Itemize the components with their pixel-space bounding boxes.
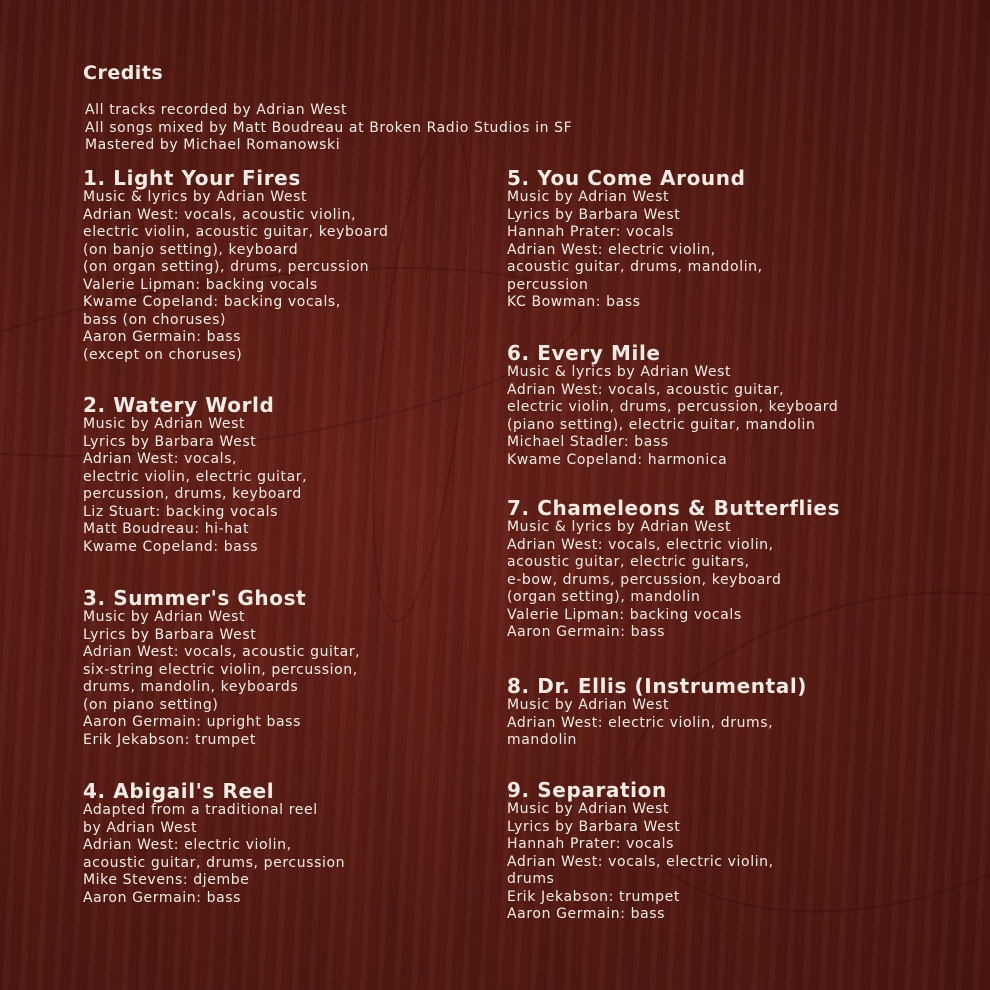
credit-line: Adrian West: electric violin, drums, [507,714,774,731]
credit-line: Kwame Copeland: harmonica [507,451,728,468]
track-title: 4. Abigail's Reel [83,779,275,803]
credit-line: Aaron Germain: bass [83,889,242,906]
credit-line: Lyrics by Barbara West [507,818,681,835]
credit-line: e-bow, drums, percussion, keyboard [507,571,782,588]
credits-heading: Credits [83,62,164,84]
credit-line: bass (on choruses) [83,311,227,328]
credit-line: Lyrics by Barbara West [507,206,681,223]
credit-line: Music by Adrian West [507,697,670,713]
credit-line: drums, mandolin, keyboards [83,679,299,695]
credit-line: Adrian West: vocals, acoustic guitar, [83,644,361,660]
track-credit [507,675,807,750]
credit-line: Aaron Germain: bass [507,624,666,640]
credit-line: (except on choruses) [83,346,243,363]
track-credit [507,342,838,469]
credit-line: Adapted from a traditional reel [83,802,318,818]
credit-line: Erik Jekabson: trumpet [83,731,256,748]
track-credit [83,780,345,907]
track-title: 8. Dr. Ellis (Instrumental) [507,674,808,698]
credit-line: Valerie Lipman: backing vocals [507,606,742,623]
credit-line: Music by Adrian West [83,416,246,432]
credit-line: acoustic guitar, electric guitars, [507,554,750,570]
track-title: 5. You Come Around [507,166,746,190]
track-title: 1. Light Your Fires [83,166,301,190]
intro-line: Mastered by Michael Romanowski [85,137,341,153]
track-credit [507,497,840,642]
credit-line: (on piano setting) [83,696,219,713]
credit-line: Music by Adrian West [83,609,246,625]
credit-line: Adrian West: vocals, electric violin, [507,853,774,870]
track-title: 7. Chameleons & Butterflies [507,496,841,520]
credit-line: acoustic guitar, drums, mandolin, [507,259,763,275]
track-title: 3. Summer's Ghost [83,586,307,610]
credit-line: Adrian West: electric violin, [507,241,716,258]
credit-line: Music by Adrian West [507,801,670,817]
intro-line: All tracks recorded by Adrian West [85,102,348,118]
credit-line: Kwame Copeland: bass [83,538,259,555]
credit-line: Adrian West: vocals, [83,451,238,467]
credit-line: Lyrics by Barbara West [83,626,257,643]
credit-line: Matt Boudreau: hi-hat [83,521,250,537]
credit-line: percussion, drums, keyboard [83,486,302,502]
credit-line: drums [507,871,555,887]
credit-line: (on banjo setting), keyboard [83,241,299,258]
credit-line: Michael Stadler: bass [507,434,669,450]
credit-line: Hannah Prater: vocals [507,836,674,852]
intro-line: All songs mixed by Matt Boudreau at Broken Radio Studios in SF [85,119,573,136]
credit-line: (piano setting), electric guitar, mandolin [507,416,816,433]
credit-line: Music & lyrics by Adrian West [507,519,732,535]
credit-line: Music by Adrian West [507,189,670,205]
credit-line: Adrian West: vocals, acoustic guitar, [507,381,785,398]
credit-line: Aaron Germain: upright bass [83,714,301,730]
track-credit [83,167,388,364]
credit-line: acoustic guitar, drums, percussion [83,854,346,871]
credit-line: Music & lyrics by Adrian West [507,364,732,380]
credit-line: electric violin, electric guitar, [83,468,308,485]
credit-line: (organ setting), mandolin [507,589,701,605]
track-title: 6. Every Mile [507,341,661,365]
credit-line: Liz Stuart: backing vocals [83,503,279,520]
credit-line: Aaron Germain: bass [507,906,666,922]
track-credit [507,167,763,312]
credit-line: Hannah Prater: vocals [507,224,674,240]
track-title: 9. Separation [507,778,667,802]
credit-line: Kwame Copeland: backing vocals, [83,294,341,310]
credit-line: Aaron Germain: bass [83,329,242,345]
credit-line: by Adrian West [83,819,198,836]
credit-line: mandolin [507,732,577,748]
credit-line: Erik Jekabson: trumpet [507,888,680,905]
track-credit [507,779,774,924]
credit-line: Music & lyrics by Adrian West [83,189,308,205]
credit-line: six-string electric violin, percussion, [83,661,358,678]
credit-line: KC Bowman: bass [507,294,641,310]
credit-line: Lyrics by Barbara West [83,433,257,450]
credit-line: Adrian West: vocals, electric violin, [507,536,774,553]
track-credit [83,587,360,749]
credit-line: Adrian West: electric violin, [83,837,292,853]
credits-intro [85,102,572,155]
credit-line: (on organ setting), drums, percussion [83,259,370,275]
credit-line: percussion [507,276,589,293]
credit-line: Mike Stevens: djembe [83,872,250,888]
track-title: 2. Watery World [83,393,275,417]
credit-line: Valerie Lipman: backing vocals [83,276,318,293]
credit-line: electric violin, acoustic guitar, keyboard [83,224,389,240]
credit-line: Adrian West: vocals, acoustic violin, [83,206,357,223]
credit-line: electric violin, drums, percussion, keyboard [507,399,839,415]
track-credit [83,394,307,556]
